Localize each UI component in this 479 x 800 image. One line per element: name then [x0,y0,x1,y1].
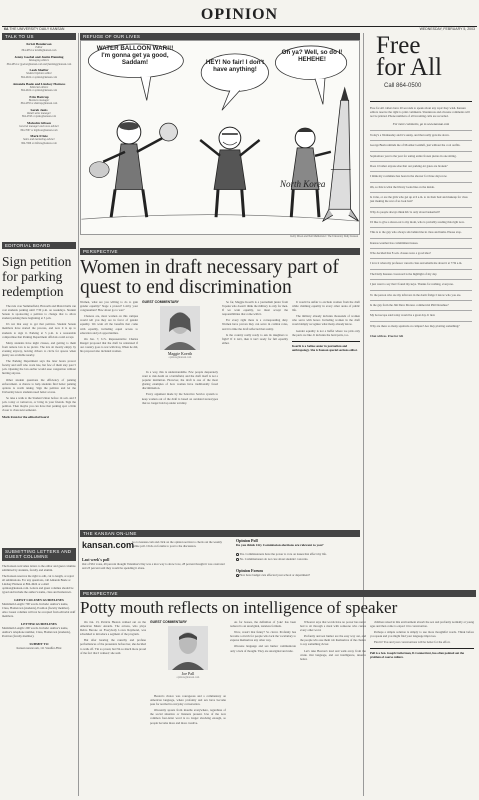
north-korea-label: North Korea [280,179,326,189]
editorial-parking [2,242,76,542]
bubble-3-text: Oh ya? Well, so do I! HEHEHE! [281,49,343,64]
section-title: OPINION [200,6,279,23]
free-for-all-item: Does it bother anyone else that our parking-lot gates are broken? [370,161,472,168]
submit-to-title: SUBMIT TO [29,641,49,646]
contact-info: 864-4358 or sjanis@kansan.com [21,115,56,119]
editorial-board-header: EDITORIAL BOARD [2,242,76,249]
paragraph: Women, what are you willing to do to gain gender equality? Stage a protest? Lobby your congressman? How about go to war? [80,300,138,313]
paragraph: It would be unfair to exclude women from the draft while claiming equality in every other arena of public life. [292,300,360,313]
free-for-all-item: Oh, so this is what the library looks like on the inside. [370,182,472,189]
contact-info: 864-4924 or opinion@kansan.com [20,75,58,79]
paragraph: Obscenity spouts from mouths everywhere, regardless of the social situation or listeners present. Use of the now common four-letter word is no longer shocking enough, so people become more and more creative. [150,708,226,725]
paper-name: THE UNIVERSITY DAILY KANSAN [9,27,65,31]
guest-guidelines-rules: Maximum Length: 700 words. Include: Author's name, Class, Hometown (students), Position (faculty member). Also: Guest columns will not be accepted from editorial staff members. [2,601,76,618]
letter-guidelines-rules: Maximum Length: 200 words. Include: Author's name, Author's telephone number, Class, Hometown (students), Position (faculty member). [2,625,71,638]
last-week-poll-text: Out of 961 votes, 49 percent thought Valentine's Day was a nice way to show love, 28 percent thought it was overrated and 23 percent said they would be spending it alone. [82,562,225,570]
guest-guidelines-title: GUEST COLUMN GUIDELINES [14,597,64,602]
draft-col-2 [142,370,218,407]
free-for-all-title [366,33,476,79]
contact-entry [2,82,76,93]
free-for-all-footer: Chat with us. Free for All. [370,334,404,339]
opinion-poll-title: Opinion Poll [236,538,258,543]
contact-name: Mark Frisie [30,134,48,139]
columnist-name: Maggie Koerth [167,351,193,356]
poll-option-label: Yes. Commissioners have the power to vote on issues that affect my life. [239,552,327,556]
perspective-header: PERSPECTIVE [80,248,360,255]
forum-question: How have budget cuts affected your school or department? [239,573,311,577]
paragraph: Gender equality is not a buffet where we pick only the parts we like. It includes the hard parts, too. [292,328,360,337]
paragraph: But after hearing the raunchy and profane performances of the presenters before her, she decided to walk off. 'I'm so proud, but I'm so much more proud of the fact that I walked,' she said. [80,638,146,655]
free-for-all-item: This is to the guy who always sits behind me in class and hums. Please stop. [370,227,472,234]
paragraph: The military already includes thousands of women who serve with honor. Including women in the draft would simply recognize what many already know. [292,314,360,327]
free-for-all-item: I love it when my professor cancels class and emails me about it at 7:59 a.m. [370,258,472,265]
guidelines-header: SUBMITTING LETTERS AND GUEST COLUMNS [2,548,76,561]
contact-entry [2,95,76,106]
contact-info: 864-7666 or mfrisie@kansan.com [21,141,57,145]
contact-info: 864-7667 or mgibson@kansan.com [20,128,58,132]
poll-option [236,552,358,556]
free-for-all-item: George Bush reminds me of Moamar Gaddafi, just without the cool outfits. [370,140,472,147]
contact-role: Retail sales manager [27,112,51,116]
paragraph: The Parking Department says the later hours protect faculty and staff who work late, but few of them stay past 5 p.m. Opening the lots earlier would ease congestion without hurting anyone. [2,359,76,376]
submission-guidelines [2,548,76,796]
submit-to-address: Kansan newsroom, 111 Stauffer-Flint [16,645,62,650]
paragraph: Many students have night classes, and getting to them from remote lots is no picnic. The lots sit mostly empty by evening anyway, leaving drivers to circle for spaces when plenty are available nearby. [2,340,76,358]
masthead-rule [2,26,477,27]
paragraph: Other student questions the efficiency of parking enforcement. A chance to help students find better parking options is worth taking. Sign the petition and let the University know students need better access. [2,377,76,394]
poll-question: Do you think City Commission elections are relevant to you? [236,543,324,547]
paragraph: Every argument made by the Selective Service system to keep women out of the draft is based on outdated stereotypes that no longer hold up under scrutiny. [142,392,218,405]
columnist-label: GUEST COMMENTARY [142,300,179,304]
free-for-all-item: Is the guy from the Jim Dave Moreno commercial Phil Donahue? [370,300,472,307]
free-for-all-item: To the person who ate my leftovers in the dorm fridge: I know who you are. [370,290,472,297]
kansan-online-intro: Go to kansan.com and click on the opinion section to check out the weekly online poll. Click on forums to post to the discussion. [132,540,222,548]
perspective-potty [80,590,476,796]
contact-list [2,40,76,145]
title-line-2: for All [376,54,442,81]
letter-guidelines-title: LETTER GUIDELINES [21,621,57,626]
contact-entry [2,55,76,66]
free-for-all-online: For more comments, go to www.kansan.com [392,121,450,126]
poll-options [236,552,358,562]
contact-name: Jenny Goebel and Justin Henning [14,55,64,60]
contact-entry [2,121,76,132]
draft-headline: Women in draft necessary part of quest to end discrimination [80,257,339,298]
columnist-email: opinion@kansan.com [168,356,192,359]
paragraph: Find it! You and your conversations will be better for the effort. [374,640,451,645]
poll-option-label: No. Commissioners do not care about students' concerns. [239,557,309,561]
paragraph: Perhaps a simple solution is simply to use more thoughtful words. Think before you speak and you might find your language improves. [370,630,474,639]
opinion-forum-title: Opinion Forum [236,568,263,573]
paragraph: children raised in this environment absorb the sex and profanity normally at young ages and then come to expect it in conversation. [370,620,474,629]
last-week-poll-title: Last week's poll [82,557,110,562]
editorial-byline: Mark Fenn for the editorial board [2,415,49,420]
potty-pullquote: Pall is a Sen. Joseph Lieberman, D-Connecticut, has often pointed out the problem of coarse culture. [370,648,474,659]
contact-name: Malcolm Gibson [26,121,52,126]
contact-name: Sarah Janis [30,108,48,113]
draft-col-1 [80,300,138,355]
bubble-2-text: HEY! No fair! I don't have anything! [205,59,265,74]
contact-name: Kristi Henderson [26,42,52,46]
cartoon-credit: Kelly Dixon and Neil Mulholland / The University Daily Kansan [290,235,358,238]
cartoon-header: REFUGE OF OUR LIVES [80,33,360,40]
free-for-all-item: Is it me, or are the girls who get up at 6 a.m. to do their hair and makeup for class just making the rest of us look bad? [370,192,472,203]
contact-role: Student Opinion editor [26,72,52,76]
free-for-all-item: Why do people always think KU is only about basketball? [370,207,472,214]
editorial-body [2,304,76,412]
guidelines-body: The Kansan reserves the right to edit, cut to length, or reject all submissions. For any questions, call Amanda Baele or Lindsey Harness at 864-4924 or e-mail opinion@kansan.com. Letters and guest columns should be typed and include the author's name, class and hometown. [2,573,75,594]
paragraph: So take a walk to the Student Union before 14 a.m. and 3 p.m. today or tomorrow, or bring in your friends. Sign the petition. Then maybe you can have that parking spot a little closer to class next semester. [2,395,76,413]
cartoon-section [80,33,360,243]
draft-col-3 [222,300,288,347]
free-for-all-item: My horoscope said today would be a great day. It lied. [370,310,472,317]
free-for-all-item: Why are there so many squirrels on campus? Are they plotting something? [370,321,472,328]
potty-columnist-photo [168,626,208,670]
poll-option [236,557,358,561]
potty-columnist-name: Joe Pall [181,671,195,676]
paragraph: So far, Maggie Koerth is a journalism junior from Topeka who doesn't think the military is only for men. If we want equality, we must accept the responsibilities that come with it. [222,300,288,317]
contact-name: Erin Hattrup [29,94,49,99]
talk-to-us-box [2,33,76,233]
potty-col-1 [80,620,146,657]
page-label [4,27,64,31]
potty-col-5 [370,620,474,659]
paragraph: Obscene language and sex humor communicate only a lack of thought. They are unoriginal and rude. [230,644,296,653]
issue-date: WEDNESDAY, FEBRUARY 5, 2003 [419,27,475,31]
talk-to-us-header: TALK TO US [2,33,76,40]
free-for-all-item: The Daily Kansan crossword is the highlight of my day. [370,269,472,276]
potty-col-3 [230,620,296,655]
perspective-draft [80,248,360,526]
contact-role: General manager and news adviser [19,125,59,129]
contact-info: 864-4358 or ehattrup@kansan.com [20,102,58,106]
potty-headline: Potty mouth reflects on intelligence of speaker [80,598,398,617]
contact-entry [2,68,76,79]
potty-columnist-box [150,620,226,690]
paragraph: Whoever says that words have no power has never had to sit through a meal with someone who curses every other word. [300,620,366,633]
ffa-rule [370,101,472,102]
contact-role: Business manager [28,98,50,102]
contact-role: Editorial editors [29,85,49,89]
bubble-1-text: WATER BALLOON WAR!!! I'm gonna get ya good, Saddam! [96,45,174,67]
paragraph: Heaton's choice was courageous and a commentary on American language, where profanity and sex have become pass for normal in everyday conversation. [150,694,226,707]
contact-info: 864-4854 or jgoebel@kansan.com and jhenning@kansan.com [6,62,72,66]
free-for-all-list [366,130,476,328]
paragraph: As for bosses, the definition of 'joke' has been reduced to an unoriginal, tasteless formula. [230,620,296,629]
potty-columnist-label: GUEST COMMENTARY [150,620,187,624]
poll-radio[interactable] [236,558,239,561]
contact-role: Sales and marketing adviser [23,138,55,142]
contact-info: 864-4924 or opinion@kansan.com [20,89,58,93]
contact-entry [2,134,76,145]
kansan-logo[interactable]: kansan.com [82,540,135,550]
paragraph: Chances are, most women on this campus would tell you they are in favor of gender equality. We want all the benefits that come with equality, including equal access to education and job opportunities. [80,314,138,335]
poll-radio[interactable] [236,553,239,556]
potty-columnist-email: opinion@kansan.com [176,676,200,679]
free-for-all-item: Today's a Wednesday and it's sunny, and that really gets me down. [370,130,472,137]
page-number: 6A [4,27,9,31]
kansan-online-header: THE KANSAN ON-LINE [80,530,360,537]
columnist-photo [160,306,200,350]
potty-col-2 [150,694,226,727]
draft-pullquote: Koerth is a Salina senior in journalism and anthropology. She is Kansan special sections editor. [292,341,360,352]
editorial-headline: Sign petition for parking redemption [2,254,72,299]
paragraph: For every right there is a corresponding duty. Women have proven they can serve in combat roles, and it is time the draft reflected that reality. [222,318,288,331]
contact-role: Managing editors [29,59,49,63]
paragraph: On Jan. 13, Patricia Heaton walked out on the American Music Awards. The actress, who plays Debra Barone on Everybody Loves Raymond, was scheduled to introduce a segment of the program. [80,620,146,637]
draft-col-4 [292,300,360,352]
free-for-all-item: Who decided that 8 a.m. classes were a good idea? [370,248,472,255]
contact-entry [2,42,76,53]
left-divider [78,33,79,796]
paragraph: Is the country really ready to ask its daughters to fight? If it isn't, then it isn't ready for full equality either. [222,332,288,345]
masthead [2,2,477,31]
free-for-all-phone: Call 864-0500 [384,83,422,89]
free-for-all-item: Kansas weather has commitment issues. [370,238,472,245]
paragraph: The rule over Summerfield, Haworth and Malott halls can cost students parking until 7:30 p.m. on weekdays. Student Senate is sponsoring a petition to change that to allow student parking there beginning at 5 p.m. [2,304,76,321]
title-line-1: Free [376,32,421,59]
paragraph: Wow, wasn't that funny? So clever. Profanity has become a crutch for people who lack the vocabulary to express themselves any other way. [230,630,296,643]
paragraph: Profanity and sex humor are the easy way out, and the people who use them rob themselves of the chance to say something clever. [300,634,366,647]
paragraph: In a way, this is understandable. Few people desperately want to risk death on a battlefield, and the draft itself is not a popular institution. However, the draft is one of the most glaring examples of how women have traditionally faced discrimination. [142,370,218,391]
contact-name: Leah Shaffer [29,68,49,73]
opinion-forum-text [236,573,358,577]
contact-role: Editor [35,46,43,49]
paragraph: It's not that easy to get that petition. Student Senate members have started the process, and now it is up to students to sign it. Parking at 5 p.m. is a reasonable compromise that Parking Department officials could accept. [2,322,76,339]
paragraph: On Jan. 7, U.S. Representative Charles Rangel proposed that the draft be reinstated if our country goes to war with Iraq. When he did, his proposal also included women. [80,336,138,354]
kansan-online-poll [80,530,360,586]
free-for-all-intro: Free for All callers have 20 seconds to speak about any topic they wish. Kansan editors reserve the right to print comments. Slanderous and obscene comments will not be printed. Phone numbers of all incoming calls are recorded. [370,105,470,118]
paragraph: Let's take Heaton's lead and walk away from the crude. Our language, and our intelligence, deserve better. [300,648,366,661]
guidelines-intro: The Kansan welcomes letters to the editor and guest columns submitted by students, faculty and alumni. [2,563,76,572]
contact-info: 864-4854 or kristih@kansan.com [21,49,57,53]
free-for-all-item: I just want to say that I found my keys. Thanks for nothing, everyone. [370,279,472,286]
contact-entry [2,108,76,119]
free-for-all-item: Sophomore year is the year for eating entire frozen pizzas in one sitting. [370,151,472,158]
columnist-box [142,300,218,366]
potty-col-4 [300,620,366,663]
free-for-all-item: I'd like to give a shout-out to my mom, who is probably reading this right now. [370,217,472,224]
contact-name: Amanda Baele and Lindsey Harness [12,81,66,86]
perspective-header-2: PERSPECTIVE [80,590,476,597]
free-for-all-item: I think my roommate has been in the shower for three days now. [370,171,472,178]
